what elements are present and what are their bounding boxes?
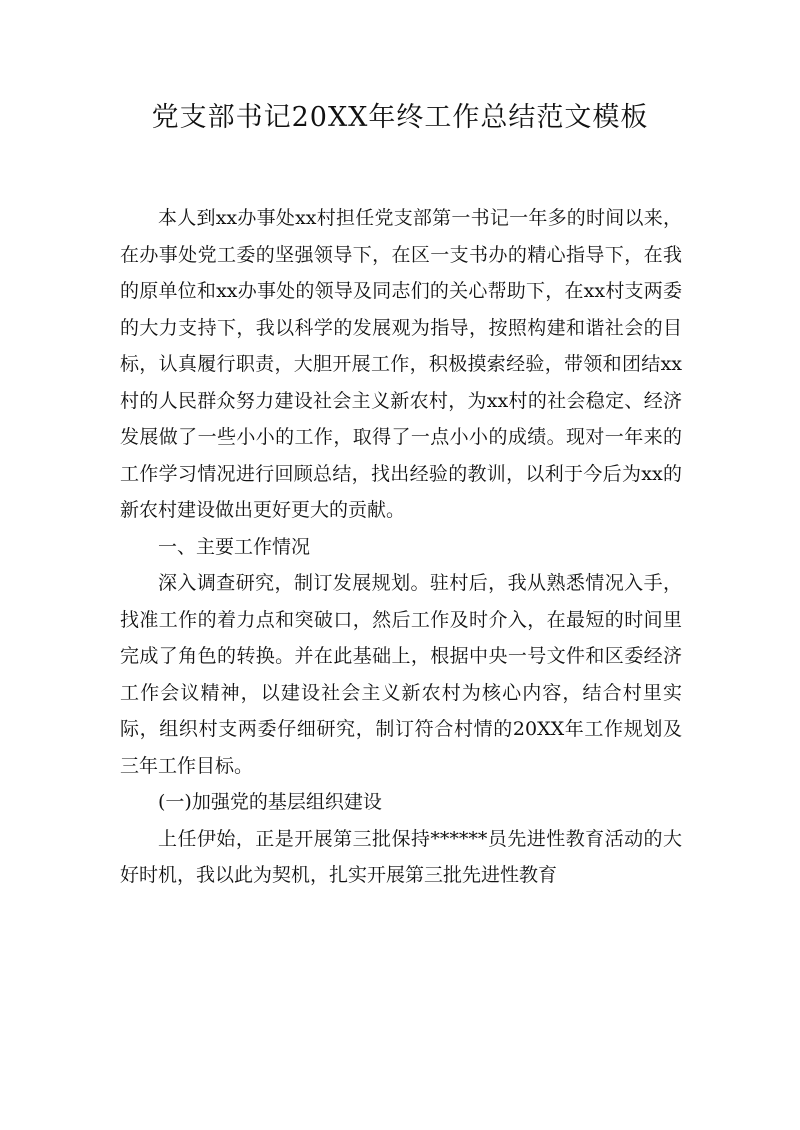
section-heading-main-work: 一、主要工作情况 xyxy=(158,535,311,558)
intro-paragraph: 本人到xx办事处xx村担任党支部第一书记一年多的时间以来，在办事处党工委的坚强领导下，在区一支书办的精心指导下，在我的原单位和xx办事处的领导及同志们的关心帮助下，在xx村支两委的大力支持下，我以科学的发展观为指导，按照构建和谐社会的目标，认真履行职责，大胆开展工作，积极摸索经验，带领和团结xx村的人民群众努力建设社会主义新农村，为xx村的社会稳定、经济发展做了一些小小的工作，取得了一点小小的成绩。现对一年来的工作学习情况进行回顾总结，找出经验的教训，以利于今后为xx的新农村建设做出更好更大的贡献。 xyxy=(120,207,682,521)
party-building-paragraph: 上任伊始，正是开展第三批保持******员先进性教育活动的大好时机，我以此为契机，扎实开展第三批先进性教育 xyxy=(120,827,682,886)
subsection-heading-party-building: (一)加强党的基层组织建设 xyxy=(158,791,382,813)
document-title: 党支部书记20XX年终工作总结范文模板 xyxy=(151,102,649,133)
document-body xyxy=(120,200,682,894)
work-planning-paragraph: 深入调查研究，制订发展规划。驻村后，我从熟悉情况入手，找准工作的着力点和突破口，然后工作及时介入，在最短的时间里完成了角色的转换。并在此基础上，根据中央一号文件和区委经济工作会议精神，以建设社会主义新农村为核心内容，结合村里实际，组织村支两委仔细研究，制订符合村情的20XX年工作规划及三年工作目标。 xyxy=(120,572,682,777)
